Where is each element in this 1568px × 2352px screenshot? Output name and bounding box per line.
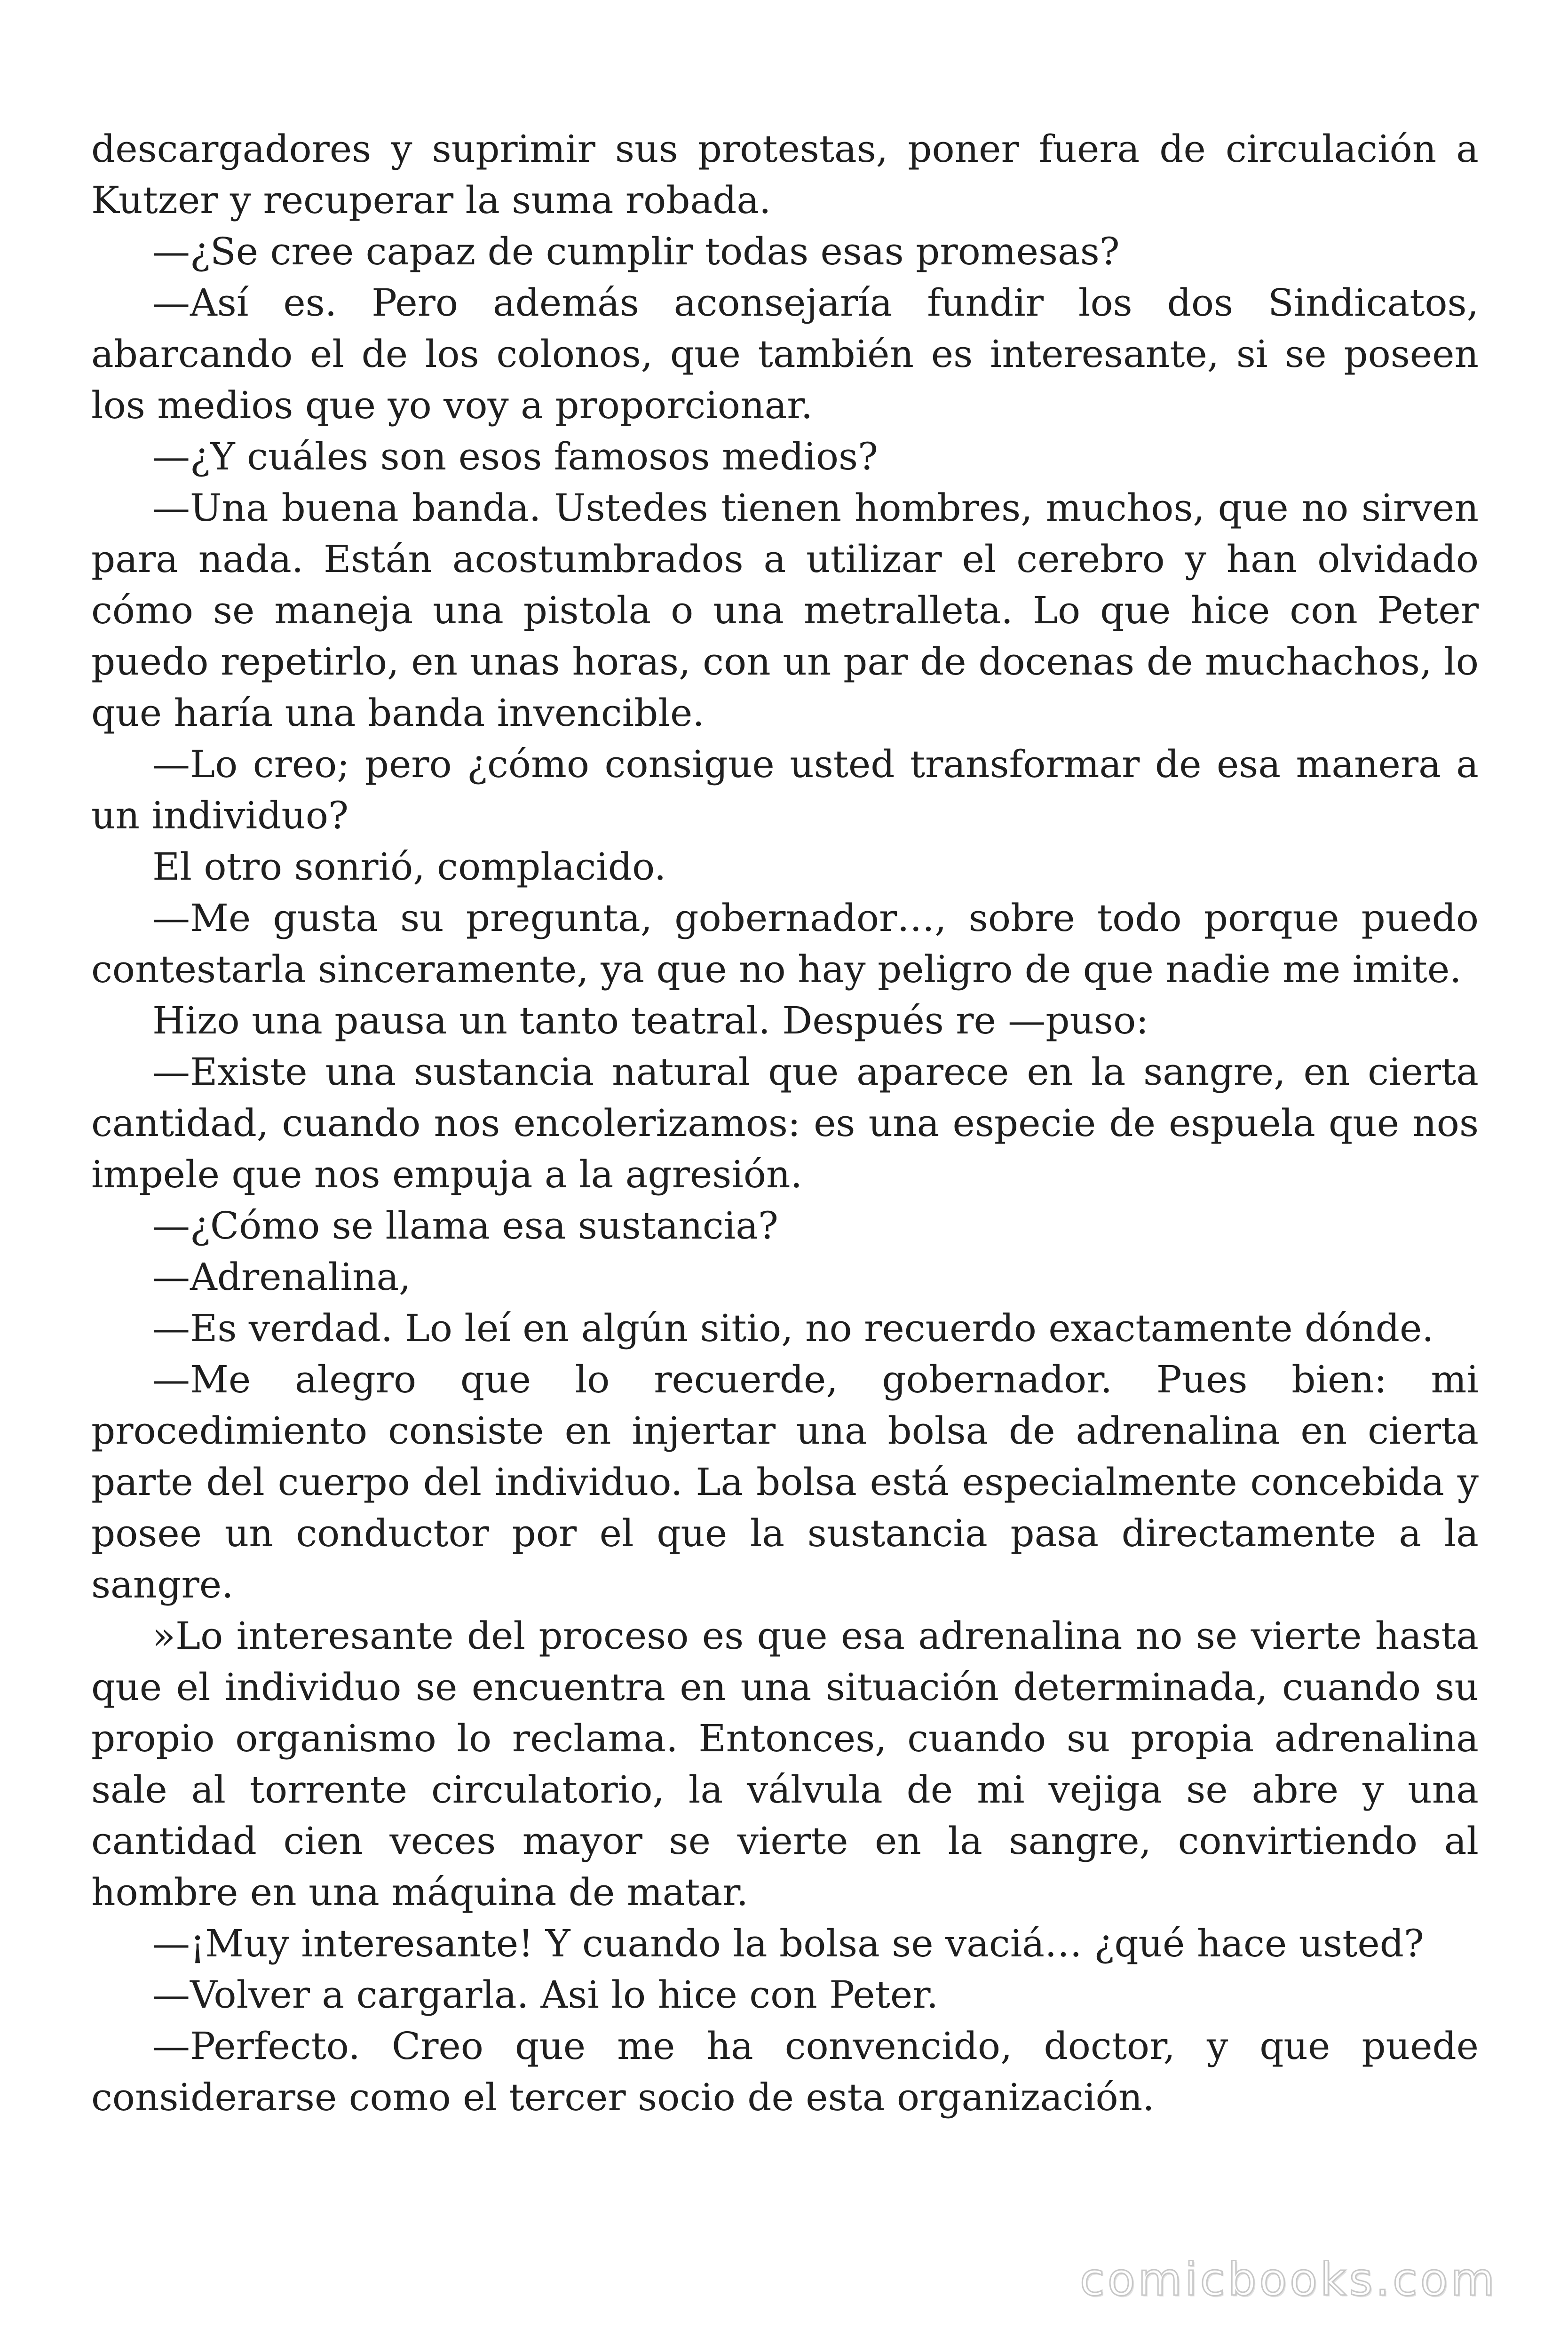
- paragraph: —Así es. Pero además aconsejaría fundir los dos Sindicatos, abarcando el de los colonos, que también es interesante, si se poseen los medios que yo voy a proporcionar.: [91, 281, 1479, 427]
- paragraph: —Una buena banda. Ustedes tienen hombres, muchos, que no sirven para nada. Están acostumbrados a utilizar el cerebro y han olvidado cómo se maneja una pistola o una metralleta. Lo que hice con Peter puedo repetirlo, en unas horas, con un par de docenas de muchachos, lo que haría una banda invencible.: [91, 486, 1479, 735]
- paragraph: El otro sonrió, complacido.: [152, 845, 666, 889]
- paragraph: —Perfecto. Creo que me ha convencido, doctor, y que puede considerarse como el tercer socio de esta organización.: [91, 2024, 1479, 2119]
- paragraph: —¿Cómo se llama esa sustancia?: [152, 1204, 778, 1248]
- paragraph: »Lo interesante del proceso es que esa adrenalina no se vierte hasta que el individuo se encuentra en una situación determinada, cuando su propio organismo lo reclama. Entonces, cuando su propia adrenalina sale al torrente circulatorio, la válvula de mi vejiga se abre y una cantidad cien veces mayor se vierte en la sangre, convirtiendo al hombre en una máquina de matar.: [91, 1614, 1479, 1914]
- paragraph: —¿Se cree capaz de cumplir todas esas promesas?: [152, 230, 1120, 273]
- paragraph: —Me gusta su pregunta, gobernador…, sobre todo porque puedo contestarla sinceramente, ya que no hay peligro de que nadie me imite.: [91, 896, 1479, 991]
- paragraph: —Adrenalina,: [152, 1255, 411, 1299]
- paragraph: —¡Muy interesante! Y cuando la bolsa se vaciá… ¿qué hace usted?: [152, 1922, 1424, 1965]
- paragraph: Hizo una pausa un tanto teatral. Después re —puso:: [152, 999, 1149, 1042]
- paragraph: —Existe una sustancia natural que aparece en la sangre, en cierta cantidad, cuando nos encolerizamos: es una especie de espuela que nos impele que nos empuja a la agresión.: [91, 1050, 1479, 1196]
- paragraph: —Volver a cargarla. Asi lo hice con Peter.: [152, 1973, 939, 2017]
- body-text: [91, 123, 1479, 2123]
- paragraph: —Es verdad. Lo leí en algún sitio, no recuerdo exactamente dónde.: [152, 1306, 1434, 1350]
- paragraph: —¿Y cuáles son esos famosos medios?: [152, 435, 878, 478]
- watermark-logo: comicbooks.com: [1079, 2253, 1497, 2306]
- paragraph: —Lo creo; pero ¿cómo consigue usted transformar de esa manera a un individuo?: [91, 742, 1479, 837]
- paragraph: —Me alegro que lo recuerde, gobernador. Pues bien: mi procedimiento consiste en injertar una bolsa de adrenalina en cierta parte del cuerpo del individuo. La bolsa está especialmente concebida y posee un conductor por el que la sustancia pasa directamente a la sangre.: [91, 1358, 1479, 1606]
- paragraph-continuation: descargadores y suprimir sus protestas, poner fuera de circulación a Kutzer y recuperar la suma robada.: [91, 127, 1479, 222]
